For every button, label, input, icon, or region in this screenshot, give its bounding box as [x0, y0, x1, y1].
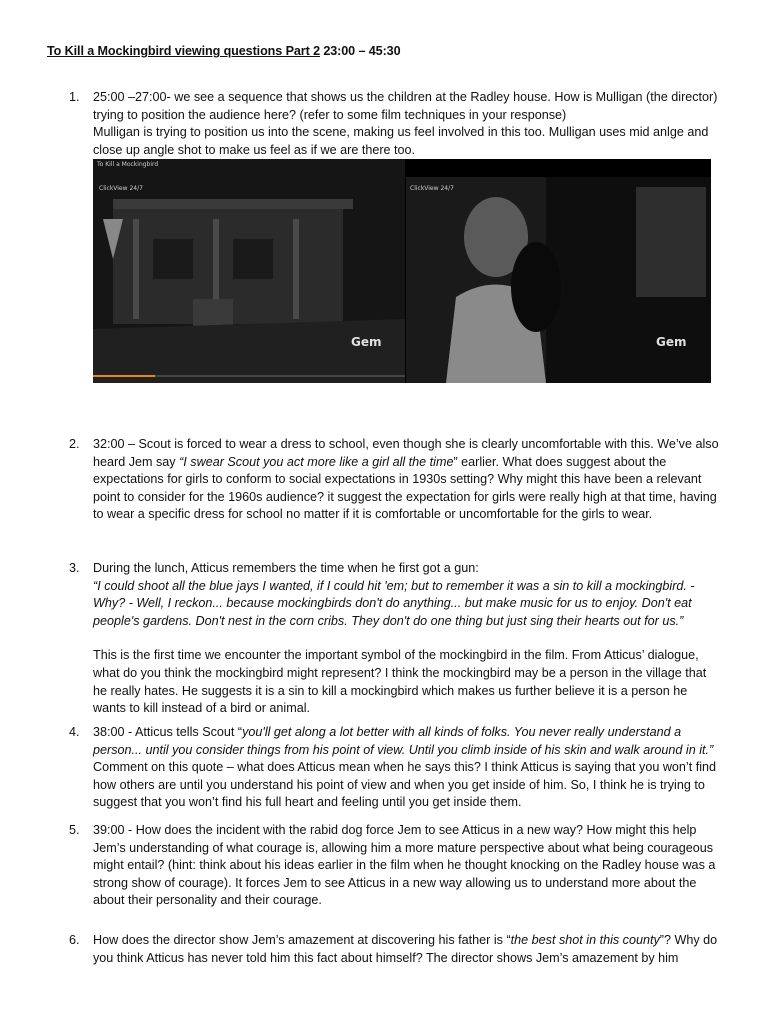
question-5: [69, 822, 723, 910]
progress-fill: [93, 375, 155, 377]
document-title: [47, 43, 401, 61]
quote-italic: “I could shoot all the blue jays I wanted, if I could hit 'em; but to remember it was a sin to kill a mockingbird. - Why? - Well, I reckon... because mockingbirds don't do anything... but make music for us to enjoy. Don't eat people's gardens. Don't nest in the corn cribs. They don't do one thing but just sing their hearts out for us.”: [93, 578, 695, 628]
question-number: 2.: [69, 437, 80, 451]
question-text: 39:00 - How does the incident with the rabid dog force Jem to see Atticus in a new way? How might this help Jem’s understanding of what courage is, allowing him a more mature perspective about what being courageous might entail? (hint: think about his ideas earlier in the film when he thought knocking on the Radley house was a strong show of courage). It forces Jem to see Atticus in a new way allowing us to understand more about the about their personality and their courage.: [93, 823, 716, 908]
title-underlined: To Kill a Mockingbird viewing questions Part 2: [47, 44, 320, 58]
question-1: [69, 89, 723, 159]
gem-logo: Gem: [656, 335, 687, 349]
title-timecode: 23:00 – 45:30: [319, 44, 401, 58]
question-number: 5.: [69, 823, 80, 837]
clickview-logo: ClickView 24/7: [410, 185, 454, 192]
boy-silhouette-image: [406, 177, 711, 383]
question-text: [93, 436, 723, 524]
question-6: [69, 932, 723, 967]
text-run: 32:00 – Scout is forced to wear a dress to school, even though she is clearly uncomfortable with this. We’ve also heard Jem say: [93, 437, 719, 469]
text-run: ” earlier. What does suggest about the expectations for girls to conform to social expectations in 1930s setting? Why might this have been a relevant point to consider for the 1960s audience? it suggest the expectation for girls were really high at that time, having to wear a specific dress for school no matter if it is comfortable or uncomfortable for the girls to wear.: [93, 454, 717, 522]
question-number: 4.: [69, 725, 80, 739]
question-number: 3.: [69, 561, 80, 575]
video-progress-bar[interactable]: [93, 375, 405, 377]
film-screenshots: [93, 159, 711, 383]
question-number: 1.: [69, 90, 80, 104]
question-intro: During the lunch, Atticus remembers the time when he first got a gun:: [93, 561, 479, 575]
question-text: [93, 932, 723, 967]
boy-closeup-still: [406, 177, 711, 383]
quote-text: the best shot in this county: [510, 933, 660, 947]
question-number: 6.: [69, 933, 80, 947]
text-run: ”? Why do you think Atticus has never told him this fact about himself? The director shows Jem’s amazement by him: [93, 933, 718, 965]
answer-text: This is the first time we encounter the important symbol of the mockingbird in the film. From Atticus’ dialogue, what do you think the mockingbird might represent? I think the mockingbird may be a person in the village that he really hates. He suggests it is a sin to kill a mockingbird which makes us further believe it is a person he wants to kill instead of a bird or animal.: [93, 648, 707, 716]
text-run: Comment on this quote – what does Atticus mean when he says this? I think Atticus is saying that you won’t find how others are until you understand his point of view and when you get inside of him. So, I think he is trying to suggest that you won’t find his full heart and feeling until you get inside them.: [93, 760, 717, 810]
question-3: [69, 560, 723, 718]
quote-text: you'll get along a lot better with all kinds of folks. You never really understand a person... until you consider things from his point of view. Until you climb inside of his skin and walk around in it.”: [93, 725, 714, 757]
question-4: [69, 724, 723, 812]
video-caption: To Kill a Mockingbird: [97, 161, 159, 168]
question-text: [93, 724, 723, 812]
question-text: 25:00 –27:00- we see a sequence that shows us the children at the Radley house. How is Mulligan (the director) trying to position the audience here? (refer to some film techniques in your response): [93, 90, 718, 122]
text-run: How does the director show Jem’s amazement at discovering his father is “: [93, 933, 511, 947]
radley-house-still: [93, 159, 405, 383]
question-2: [69, 436, 723, 524]
clickview-logo: ClickView 24/7: [99, 185, 143, 192]
answer-text: Mulligan is trying to position us into the scene, making us feel involved in this too. Mulligan uses mid anlge and close up angle shot to make us feel as if we are there too.: [93, 125, 709, 157]
text-run: 38:00 - Atticus tells Scout “: [93, 725, 243, 739]
gem-logo: Gem: [351, 335, 382, 349]
quote-text: “I swear Scout you act more like a girl all the time: [179, 454, 454, 469]
quote-text: [93, 578, 723, 631]
